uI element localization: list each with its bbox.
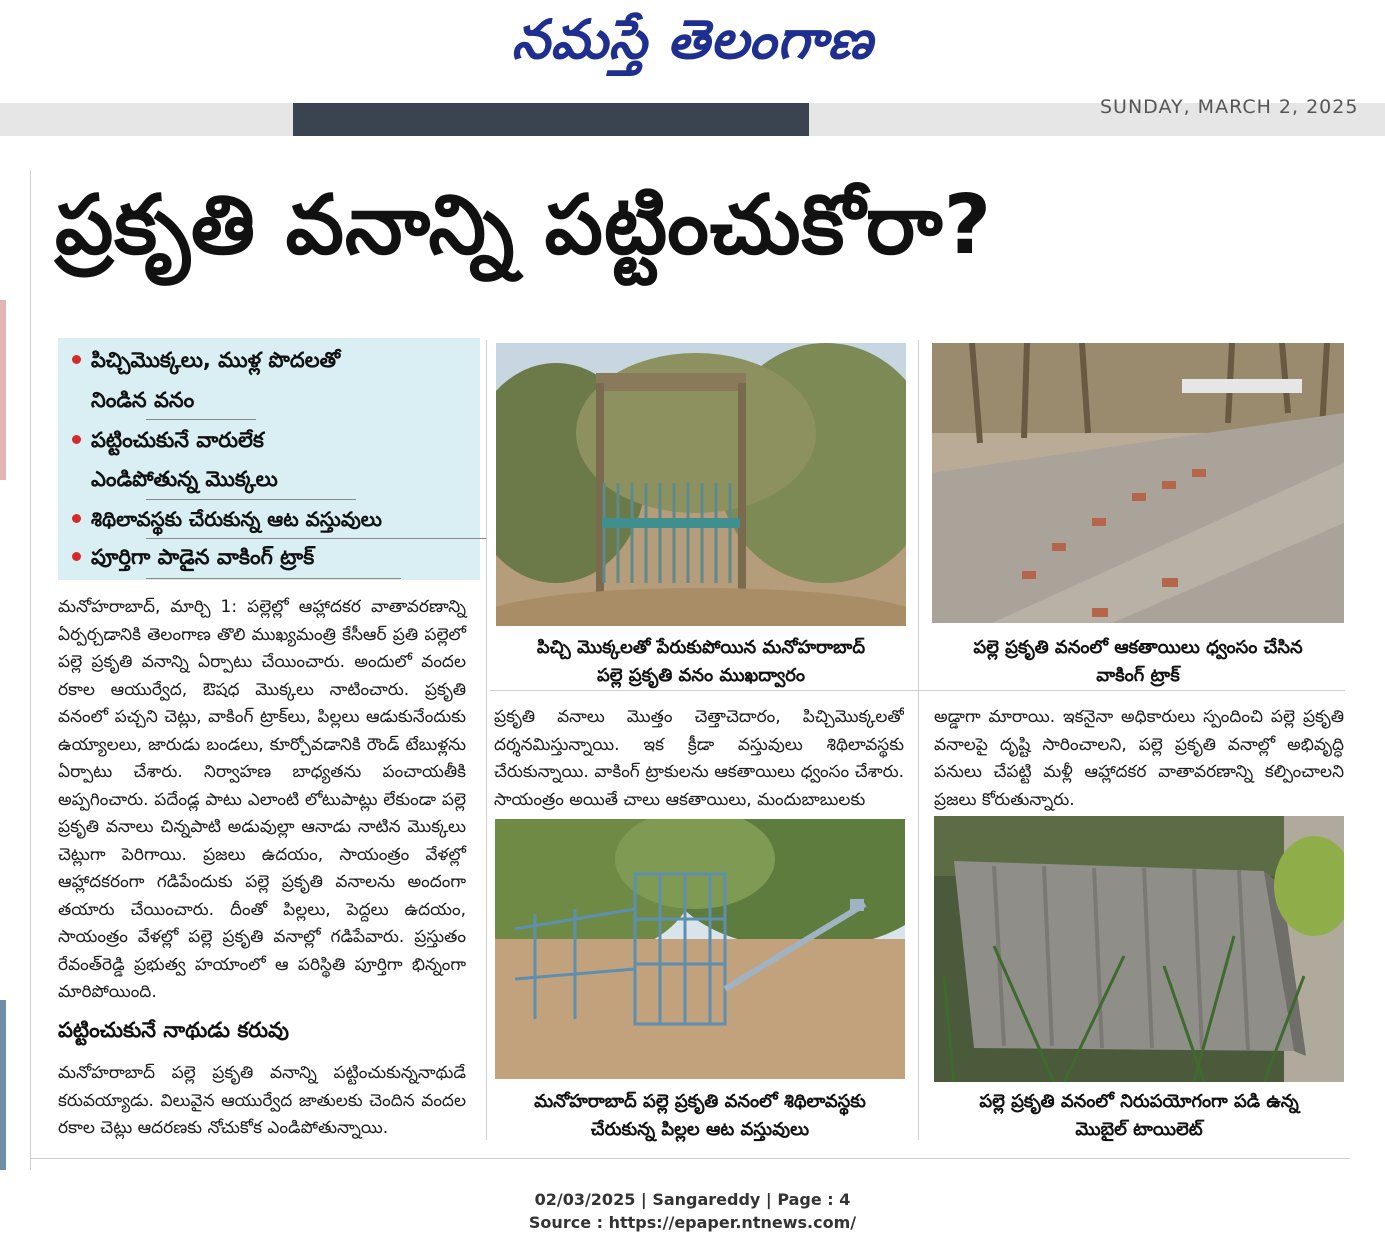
highlight-item: పట్టించుకునే వారులేక — [58, 428, 478, 458]
body-paragraph: మనోహరాబాద్, మార్చి 1: పల్లెల్లో ఆహ్లాదకర వాతావరణాన్ని ఏర్పర్చడానికి తెలంగాణ తొలి ముఖ్యమంత్రి కేసీఆర్ ప్రతి పల్లెలో పల్లె ప్రకృతి వనాన్ని ఏర్పాటు చేయించారు. అందులో వందల రకాల ఆయుర్వేద, ఔషధ మొక్కలు నాటించారు. ప్రకృతి వనంలో పచ్చని చెట్లు, వాకింగ్ ట్రాక్‌లు, పిల్లలు ఆడుకునేందుకు ఉయ్యాలలు, జారుడు బండలు, కూర్చోవడానికి రౌండ్ టేబుళ్లను ఏర్పాటు చేశారు. నిర్వాహణ బాధ్యతను పంచాయతీకి అప్పగించారు. పదేండ్ల పాటు ఎలాంటి లోటుపాట్లు లేకుండా పల్లె ప్రకృతి వనాలు చిన్నపాటి అడువుల్లా ఆనాడు నాటిన మొక్కలు చెట్లుగా పెరిగాయి. ప్రజలు ఉదయం, సాయంత్రం వేళల్లో ఆహ్లాదకరంగా గడిపేందుకు పల్లె ప్రకృతి వనాలను అందంగా తయారు చేయించారు. దీంతో పిల్లలు, పెద్దలు ఉదయం, సాయంత్రం వేళల్లో పల్లె ప్రకృతి వనాల్లో గడిపేవారు. ప్రస్తుతం రేవంత్‌రెడ్డి ప్రభుత్వ హయాంలో ఆ పరిస్థితి పూర్తిగా భిన్నంగా మారిపోయింది. — [58, 597, 466, 1002]
photo-mobile-toilet — [934, 816, 1344, 1082]
bullet-icon — [72, 552, 81, 561]
body-paragraph: ప్రకృతి వనాలు మొత్తం చెత్తాచెదారం, పిచ్చిమొక్కలతో దర్శనమిస్తున్నాయి. ఇక క్రీడా వస్తువులు శిథిలావస్థకు చేరుకున్నాయి. వాకింగ్ ట్రాకులను ఆకతాయిలు ధ్వంసం చేశారు. సాయంత్రం అయితే చాలు ఆకతాయిలు, మందుబాబులకు — [494, 707, 904, 810]
photo-caption: పల్లె ప్రకృతి వనంలో నిరుపయోగంగా పడి ఉన్న మొబైల్ టాయిలెట్ — [979, 1091, 1299, 1140]
photo-caption: పల్లె ప్రకృతి వనంలో ఆకతాయిలు ధ్వంసం చేసిన వాకింగ్ ట్రాక్ — [973, 637, 1303, 686]
adjacent-article-fragment — [0, 300, 6, 480]
subheading: పట్టించుకునే నాథుడు కరువు — [58, 1018, 289, 1042]
photo-caption: పిచ్చి మొక్కలతో పేరుకుపోయిన మనోహరాబాద్ పల్లె ప్రకృతి వనం ముఖద్వారం — [536, 637, 866, 686]
divider — [146, 499, 356, 500]
divider — [146, 578, 401, 579]
divider — [146, 419, 256, 420]
bullet-icon — [72, 355, 81, 364]
adjacent-article-fragment — [0, 1000, 6, 1170]
headline: ప్రకృతి వనాన్ని పట్టించుకోరా? — [55, 178, 993, 273]
newspaper-logo: నమస్తే తెలంగాణ — [511, 8, 874, 71]
highlight-item: శిథిలావస్థకు చేరుకున్న ఆట వస్తువులు — [58, 507, 478, 536]
row-rule — [490, 690, 1345, 691]
masthead — [0, 0, 1385, 100]
footer-source: Source : https://epaper.ntnews.com/ — [528, 1213, 857, 1232]
bullet-icon — [72, 435, 81, 444]
body-paragraph: మనోహరాబాద్ పల్లె ప్రకృతి వనాన్ని పట్టించుకున్ననాథుడే కరువయ్యాడు. విలువైన ఆయుర్వేద జాతులకు చెందిన వందల రకాల చెట్లు ఆదరణకు నోచుకోక ఎండిపోతున్నాయి. — [58, 1063, 466, 1138]
column-rule-2 — [918, 340, 919, 1140]
bullet-icon — [72, 514, 81, 523]
photo-caption: మనోహరాబాద్ పల్లె ప్రకృతి వనంలో శిథిలావస్థకు చేరుకున్న పిల్లల ఆట వస్తువులు — [534, 1091, 866, 1140]
divider — [146, 538, 486, 539]
page-border-left — [30, 170, 31, 1170]
column-rule-1 — [486, 340, 487, 1140]
body-paragraph: అడ్డాగా మారాయి. ఇకనైనా అధికారులు స్పందించి పల్లె ప్రకృతి వనాలపై దృష్టి సారించాలని, పల్లె ప్రకృతి వనాల్లో అభివృద్ధి పనులు చేపట్టి మళ్లీ ఆహ్లాదకర వాతావరణాన్ని కల్పించాలని ప్రజలు కోరుతున్నారు. — [934, 707, 1344, 810]
photo-walking-track — [932, 343, 1344, 623]
photo-play-equipment — [495, 819, 905, 1079]
highlight-item-continued: నిండిన వనం — [91, 388, 195, 412]
photo-overgrown-gate — [496, 343, 906, 626]
footer-dateline: 02/03/2025 | Sangareddy | Page : 4 — [534, 1190, 851, 1209]
highlight-item: పిచ్చిమొక్కలు, ముళ్ల పొదలతో — [58, 348, 478, 378]
highlight-item: పూర్తిగా పాడైన వాకింగ్ ట్రాక్ — [58, 545, 478, 575]
highlights-box — [58, 338, 480, 580]
edition-date: SUNDAY, MARCH 2, 2025 — [1100, 96, 1359, 118]
header-band-dark — [293, 103, 809, 136]
highlight-item-continued: ఎండిపోతున్న మొక్కలు — [91, 467, 278, 491]
page-border-bottom — [30, 1158, 1350, 1159]
